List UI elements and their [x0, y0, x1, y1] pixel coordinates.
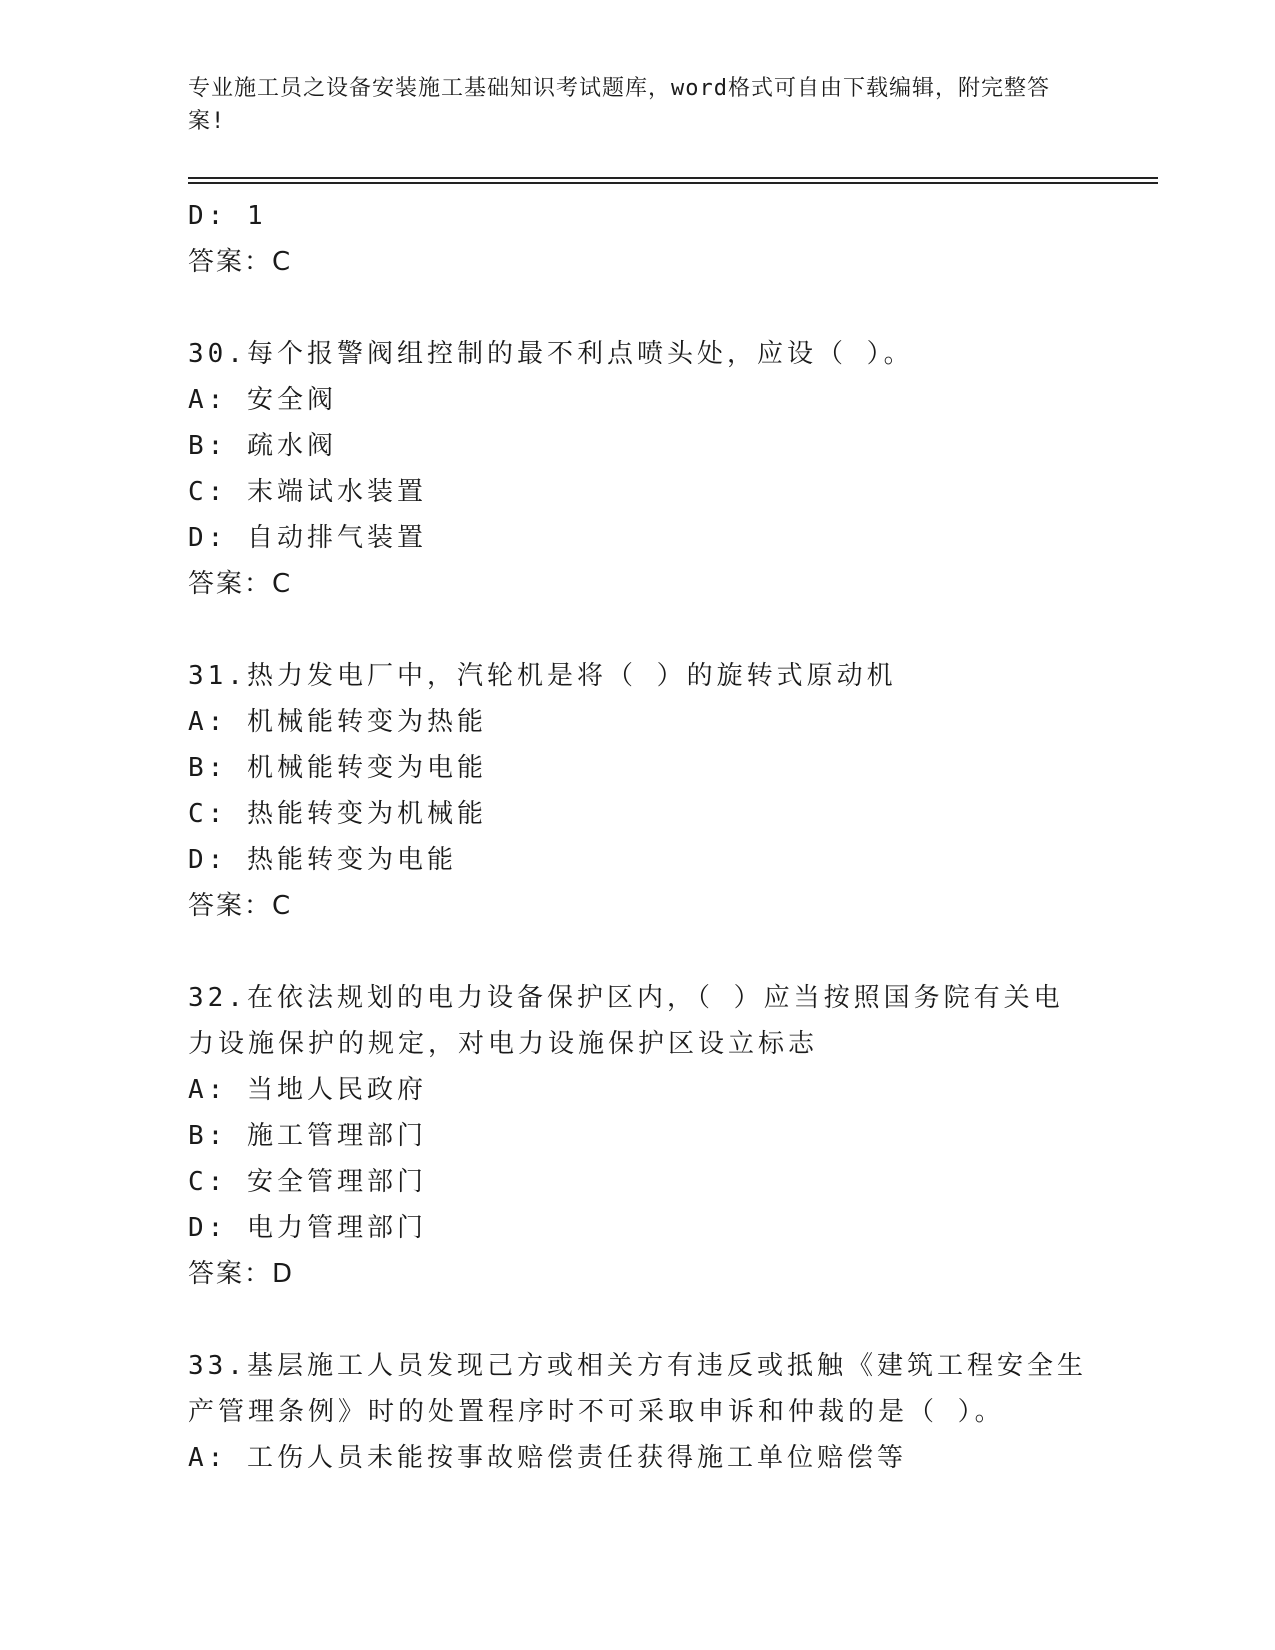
option-c: C: 安全管理部门: [188, 1167, 427, 1197]
answer-line: 答案：C: [188, 891, 293, 921]
question-32: [188, 975, 1088, 1297]
header-divider-top: [188, 177, 1158, 179]
option-a: A: 当地人民政府: [188, 1075, 427, 1105]
option-d: D: 热能转变为电能: [188, 845, 457, 875]
option-b: B: 机械能转变为电能: [188, 753, 487, 783]
option-d: D: 电力管理部门: [188, 1213, 427, 1243]
option-a: A: 安全阀: [188, 385, 337, 415]
option-c: C: 末端试水装置: [188, 477, 427, 507]
option-b: B: 疏水阀: [188, 431, 337, 461]
document-header: [188, 72, 1078, 138]
question-31: [188, 653, 1088, 929]
question-text: 32.在依法规划的电力设备保护区内，（ ）应当按照国务院有关电力设施保护的规定，对电力设施保护区设立标志: [188, 983, 1064, 1059]
document-body: [188, 193, 1088, 1481]
option-a: A: 机械能转变为热能: [188, 707, 487, 737]
header-title: 专业施工员之设备安装施工基础知识考试题库，word格式可自由下载编辑，附完整答案!: [188, 76, 1050, 134]
header-divider-bottom: [188, 182, 1158, 184]
answer-line: 答案：D: [188, 1259, 295, 1289]
option-a: A: 工伤人员未能按事故赔偿责任获得施工单位赔偿等: [188, 1443, 907, 1473]
answer-line: 答案：C: [188, 247, 293, 277]
option-d: D: 自动排气装置: [188, 523, 427, 553]
question-text: 31.热力发电厂中，汽轮机是将（ ）的旋转式原动机: [188, 661, 897, 691]
question-30: [188, 331, 1088, 607]
previous-question-fragment: [188, 193, 1088, 285]
question-text: 33.基层施工人员发现己方或相关方有违反或抵触《建筑工程安全生产管理条例》时的处置程序时不可采取申诉和仲裁的是（ ）。: [188, 1351, 1087, 1427]
question-text: 30.每个报警阀组控制的最不利点喷头处，应设（ ）。: [188, 339, 914, 369]
answer-line: 答案：C: [188, 569, 293, 599]
option-b: B: 施工管理部门: [188, 1121, 427, 1151]
option-c: C: 热能转变为机械能: [188, 799, 487, 829]
question-33: [188, 1343, 1088, 1481]
option-d: D: 1: [188, 201, 267, 231]
